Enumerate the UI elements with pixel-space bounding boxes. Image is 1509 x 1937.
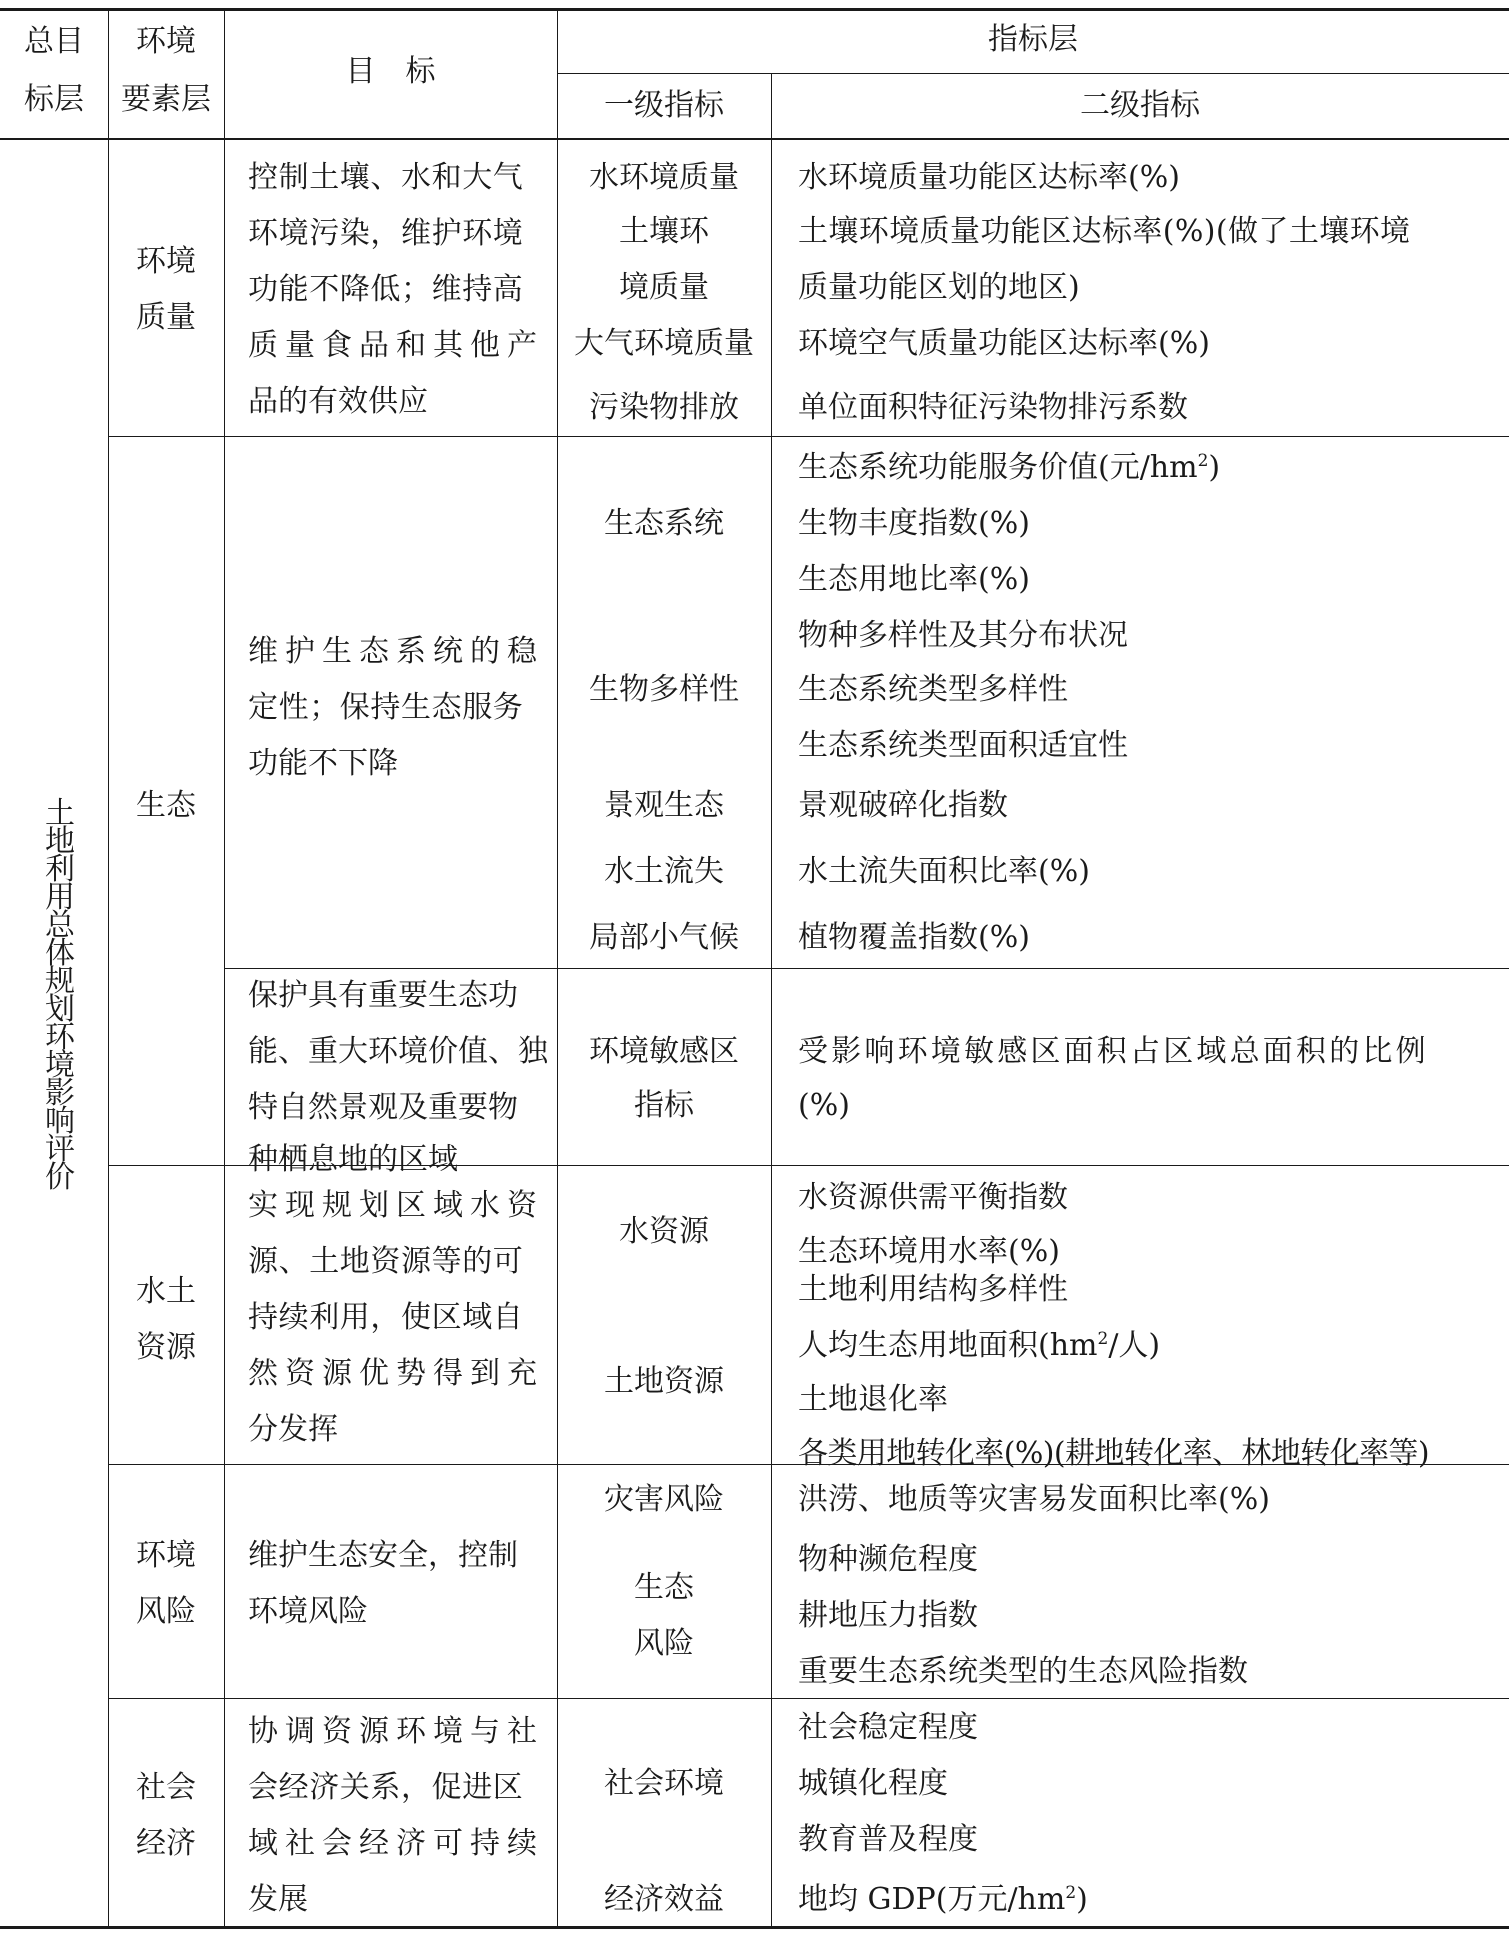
element-risk-1: 环境 (136, 1538, 196, 1573)
header-level1: 一级指标 (604, 88, 724, 123)
l2-risk-1: 洪涝、地质等灾害易发面积比率(%) (798, 1482, 1270, 1517)
l2-resources-4: 人均生态用地面积($hm^2/$人) (798, 1328, 1161, 1363)
goal-social-1: 协调资源环境与社 (248, 1714, 544, 1749)
header-mid-rule (557, 73, 1509, 74)
vline-col1 (108, 8, 109, 1928)
l1-land-resource: 土地资源 (604, 1364, 724, 1399)
header-overall-target-line1: 总目 (24, 24, 84, 59)
l2-ecology-2: 生物丰度指数(%) (798, 506, 1030, 541)
overall-target-char: 影 (45, 1076, 75, 1111)
header-element-line1: 环境 (136, 24, 196, 59)
header-goal: 目 标 (345, 54, 436, 89)
l2-social-2: 城镇化程度 (798, 1766, 948, 1801)
overall-target-char: 境 (45, 1048, 75, 1083)
goal-ecology-a-3: 功能不下降 (248, 746, 398, 781)
header-level2: 二级指标 (1080, 88, 1200, 123)
l1-microclimate: 局部小气候 (589, 920, 739, 955)
goal-risk-1: 维护生态安全，控制 (248, 1538, 518, 1573)
l1-economic-benefit: 经济效益 (604, 1882, 724, 1917)
l2-ecology-6: 生态系统类型面积适宜性 (798, 728, 1128, 763)
l1-ecosystem: 生态系统 (604, 506, 724, 541)
goal-ecology-a-1: 维护生态系统的稳 (248, 634, 544, 669)
l2-social-4: 地均 GDP(万元$/hm^2$) (798, 1882, 1088, 1917)
goal-resources-2: 源、土地资源等的可 (248, 1244, 524, 1279)
vline-col4 (771, 73, 772, 1928)
goal-resources-1: 实现规划区域水资 (248, 1188, 544, 1223)
table-top-rule (0, 8, 1509, 11)
goal-risk-2: 环境风险 (248, 1594, 368, 1629)
l2-env-quality-2: 土壤环境质量功能区达标率(%)(做了土壤环境 (798, 214, 1411, 249)
l2-risk-4: 重要生态系统类型的生态风险指数 (798, 1654, 1248, 1689)
element-env-quality-2: 质量 (136, 300, 196, 335)
goal-resources-3: 持续利用，使区域自 (248, 1300, 524, 1335)
l2-ecology-9: 植物覆盖指数(%) (798, 920, 1030, 955)
element-resources-1: 水土 (136, 1274, 196, 1309)
l2-social-1: 社会稳定程度 (798, 1710, 978, 1745)
l2-ecology-5: 生态系统类型多样性 (798, 672, 1068, 707)
l1-sensitive-area-1: 环境敏感区 (589, 1034, 739, 1069)
l1-sensitive-area-2: 指标 (634, 1088, 694, 1123)
element-social-2: 经济 (136, 1826, 196, 1861)
overall-target-char: 规 (45, 964, 75, 999)
l2-sensitive-area-2: (%) (798, 1088, 850, 1123)
goal-ecology-b-3: 特自然景观及重要物 (248, 1090, 518, 1125)
element-env-quality-1: 环境 (136, 244, 196, 279)
overall-target (40, 796, 80, 1195)
header-overall-target-line2: 标层 (24, 82, 84, 117)
header-bottom-rule (0, 138, 1509, 140)
sep-ecology-sub (224, 968, 1509, 969)
sep-risk (108, 1698, 1509, 1699)
l2-env-quality-5: 单位面积特征污染物排污系数 (798, 390, 1188, 425)
overall-target-char: 评 (45, 1132, 75, 1167)
l2-env-quality-1: 水环境质量功能区达标率(%) (798, 160, 1180, 195)
goal-ecology-a-2: 定性；保持生态服务 (248, 690, 524, 725)
l2-resources-6: 各类用地转化率(%)(耕地转化率、林地转化率等) (798, 1436, 1429, 1471)
l2-resources-3: 土地利用结构多样性 (798, 1272, 1068, 1307)
header-indicator-layer: 指标层 (988, 22, 1078, 57)
goal-env-quality-4: 质量食品和其他产 (248, 328, 544, 363)
l1-biodiversity: 生物多样性 (589, 672, 739, 707)
header-element-line2: 要素层 (121, 82, 211, 117)
l2-env-quality-3: 质量功能区划的地区) (798, 270, 1080, 305)
l2-env-quality-4: 环境空气质量功能区达标率(%) (798, 326, 1210, 361)
table-bottom-rule (0, 1926, 1509, 1929)
element-risk-2: 风险 (136, 1594, 196, 1629)
sep-env-quality (108, 436, 1509, 437)
l2-resources-2: 生态环境用水率(%) (798, 1234, 1060, 1269)
overall-target-char: 环 (45, 1020, 75, 1055)
l2-ecology-8: 水土流失面积比率(%) (798, 854, 1090, 889)
goal-social-2: 会经济关系，促进区 (248, 1770, 524, 1805)
l1-eco-risk-1: 生态 (634, 1570, 694, 1605)
overall-target-char: 响 (45, 1104, 75, 1139)
l2-ecology-3: 生态用地比率(%) (798, 562, 1030, 597)
l2-risk-3: 耕地压力指数 (798, 1598, 978, 1633)
l1-air-quality: 大气环境质量 (574, 326, 754, 361)
l1-disaster-risk: 灾害风险 (604, 1482, 724, 1517)
l2-ecology-4: 物种多样性及其分布状况 (798, 618, 1128, 653)
goal-social-4: 发展 (248, 1882, 308, 1917)
overall-target-char: 地 (45, 824, 75, 859)
l2-sensitive-area-1: 受影响环境敏感区面积占区域总面积的比例 (798, 1034, 1429, 1069)
goal-env-quality-5: 品的有效供应 (248, 384, 428, 419)
goal-ecology-b-4: 种栖息地的区域 (248, 1142, 458, 1177)
overall-target-char: 价 (45, 1160, 75, 1195)
l1-pollutant: 污染物排放 (589, 390, 739, 425)
l1-landscape: 景观生态 (604, 788, 724, 823)
l1-eco-risk-2: 风险 (634, 1626, 694, 1661)
l2-social-3: 教育普及程度 (798, 1822, 978, 1857)
l1-water-resource: 水资源 (619, 1214, 709, 1249)
goal-env-quality-1: 控制土壤、水和大气 (248, 160, 524, 195)
goal-ecology-b-2: 能、重大环境价值、独 (248, 1034, 548, 1069)
l2-resources-1: 水资源供需平衡指数 (798, 1180, 1068, 1215)
overall-target-char: 体 (45, 936, 75, 971)
l2-risk-2: 物种濒危程度 (798, 1542, 978, 1577)
goal-social-3: 域社会经济可持续 (248, 1826, 544, 1861)
element-social-1: 社会 (136, 1770, 196, 1805)
l1-soil-2: 境质量 (619, 270, 709, 305)
overall-target-char: 用 (45, 880, 75, 915)
l2-ecology-1: 生态系统功能服务价值(元$/hm^2$) (798, 450, 1221, 485)
goal-resources-4: 然资源优势得到充 (248, 1356, 544, 1391)
overall-target-char: 土 (45, 796, 75, 831)
l1-social-env: 社会环境 (604, 1766, 724, 1801)
element-resources-2: 资源 (136, 1330, 196, 1365)
overall-target-char: 利 (45, 852, 75, 887)
overall-target-char: 总 (45, 908, 75, 943)
l1-soil-1: 土壤环 (619, 214, 709, 249)
goal-env-quality-3: 功能不降低；维持高 (248, 272, 524, 307)
l1-soil-erosion: 水土流失 (604, 854, 724, 889)
goal-resources-5: 分发挥 (248, 1412, 338, 1447)
l2-ecology-7: 景观破碎化指数 (798, 788, 1008, 823)
l1-water-quality: 水环境质量 (589, 160, 739, 195)
overall-target-char: 划 (45, 992, 75, 1027)
goal-ecology-b-1: 保护具有重要生态功 (248, 978, 518, 1013)
element-ecology: 生态 (136, 788, 196, 823)
l2-resources-5: 土地退化率 (798, 1382, 948, 1417)
goal-env-quality-2: 环境污染，维护环境 (248, 216, 524, 251)
